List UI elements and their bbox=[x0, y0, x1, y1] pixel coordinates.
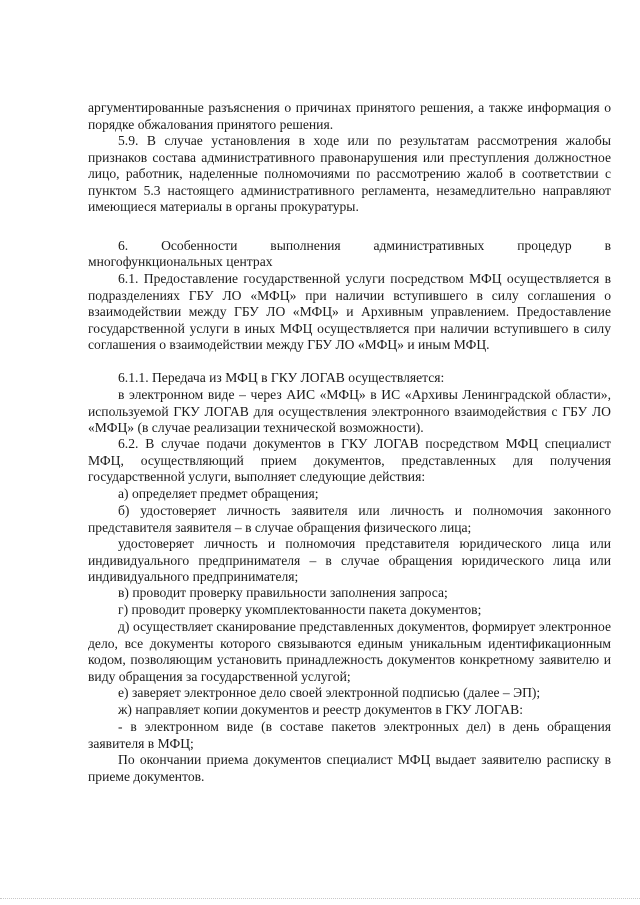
paragraph-legal-entity-representative: удостоверяет личность и полномочия представителя юридического лица или индивидуального предпринимателя – в случае обращения юридического лица или индивидуального предпринимателя; bbox=[88, 536, 611, 584]
heading-word: Особенности bbox=[161, 238, 238, 253]
list-item-b: б) удостоверяет личность заявителя или личность и полномочия законного представителя заявителя – в случае обращения физического лица; bbox=[88, 503, 611, 535]
heading-word: 6. bbox=[118, 238, 129, 253]
list-item-g: г) проводит проверку укомплектованности пакета документов; bbox=[118, 602, 482, 617]
paragraph-6-1: 6.1. Предоставление государственной услуги посредством МФЦ осуществляется в подразделениях ГБУ ЛО «МФЦ» при наличии вступившего в силу соглашения о взаимодействии между ГБУ ЛО «МФЦ» и Архивным управлением. Предоставление государственной услуги в иных МФЦ осуществляется при наличии вступившего в силу соглашения о взаимодействии между ГБУ ЛО «МФЦ» и иным МФЦ. bbox=[88, 271, 611, 352]
paragraph-electronic-transfer: в электронном виде – через АИС «МФЦ» в ИС «Архивы Ленинградской области», используемой ГКУ ЛОГАВ для осуществления электронного взаимодействия с ГБУ ЛО «МФЦ» (в случае реализации технической возможности). bbox=[88, 387, 611, 435]
list-item-a: а) определяет предмет обращения; bbox=[118, 486, 319, 501]
list-item-e: е) заверяет электронное дело своей электронной подписью (далее – ЭП); bbox=[118, 685, 541, 700]
heading-word: в bbox=[604, 238, 611, 253]
section-6-heading-continuation: многофункциональных центрах bbox=[88, 254, 273, 269]
list-item-d: д) осуществляет сканирование представленных документов, формирует электронное дело, все документы которого связываются единым уникальным идентификационным кодом, позволяющим установить принадлежность документов конкретному заявителю и виду обращения за государственной услугой; bbox=[88, 619, 611, 684]
paragraph-6-1-1: 6.1.1. Передача из МФЦ в ГКУ ЛОГАВ осуществляется: bbox=[118, 370, 445, 385]
heading-word: выполнения bbox=[270, 238, 341, 253]
list-item-electronic-form: - в электронном виде (в составе пакетов электронных дел) в день обращения заявителя в МФЦ; bbox=[88, 719, 611, 751]
heading-word: административных bbox=[373, 238, 485, 253]
section-6-heading bbox=[88, 238, 611, 255]
paragraph-receipt: По окончании приема документов специалист МФЦ выдает заявителю расписку в приеме документов. bbox=[88, 752, 611, 784]
paragraph-6-2: 6.2. В случае подачи документов в ГКУ ЛОГАВ посредством МФЦ специалист МФЦ, осуществляющий прием документов, представленных для получения государственной услуги, выполняет следующие действия: bbox=[88, 436, 611, 484]
list-item-v: в) проводит проверку правильности заполнения запроса; bbox=[118, 585, 448, 600]
list-item-zh: ж) направляет копии документов и реестр документов в ГКУ ЛОГАВ: bbox=[118, 702, 523, 717]
bottom-scan-edge bbox=[0, 898, 640, 900]
heading-word: процедур bbox=[517, 238, 572, 253]
paragraph-5-9: 5.9. В случае установления в ходе или по результатам рассмотрения жалобы признаков состава административного правонарушения или преступления должностное лицо, работник, наделенные полномочиями по рассмотрению жалоб в соответствии с пунктом 5.3 настоящего административного регламента, незамедлительно направляют имеющиеся материалы в органы прокуратуры. bbox=[88, 133, 611, 214]
paragraph-complaint-explanation: аргументированные разъяснения о причинах принятого решения, а также информация о порядке обжалования принятого решения. bbox=[88, 100, 611, 132]
